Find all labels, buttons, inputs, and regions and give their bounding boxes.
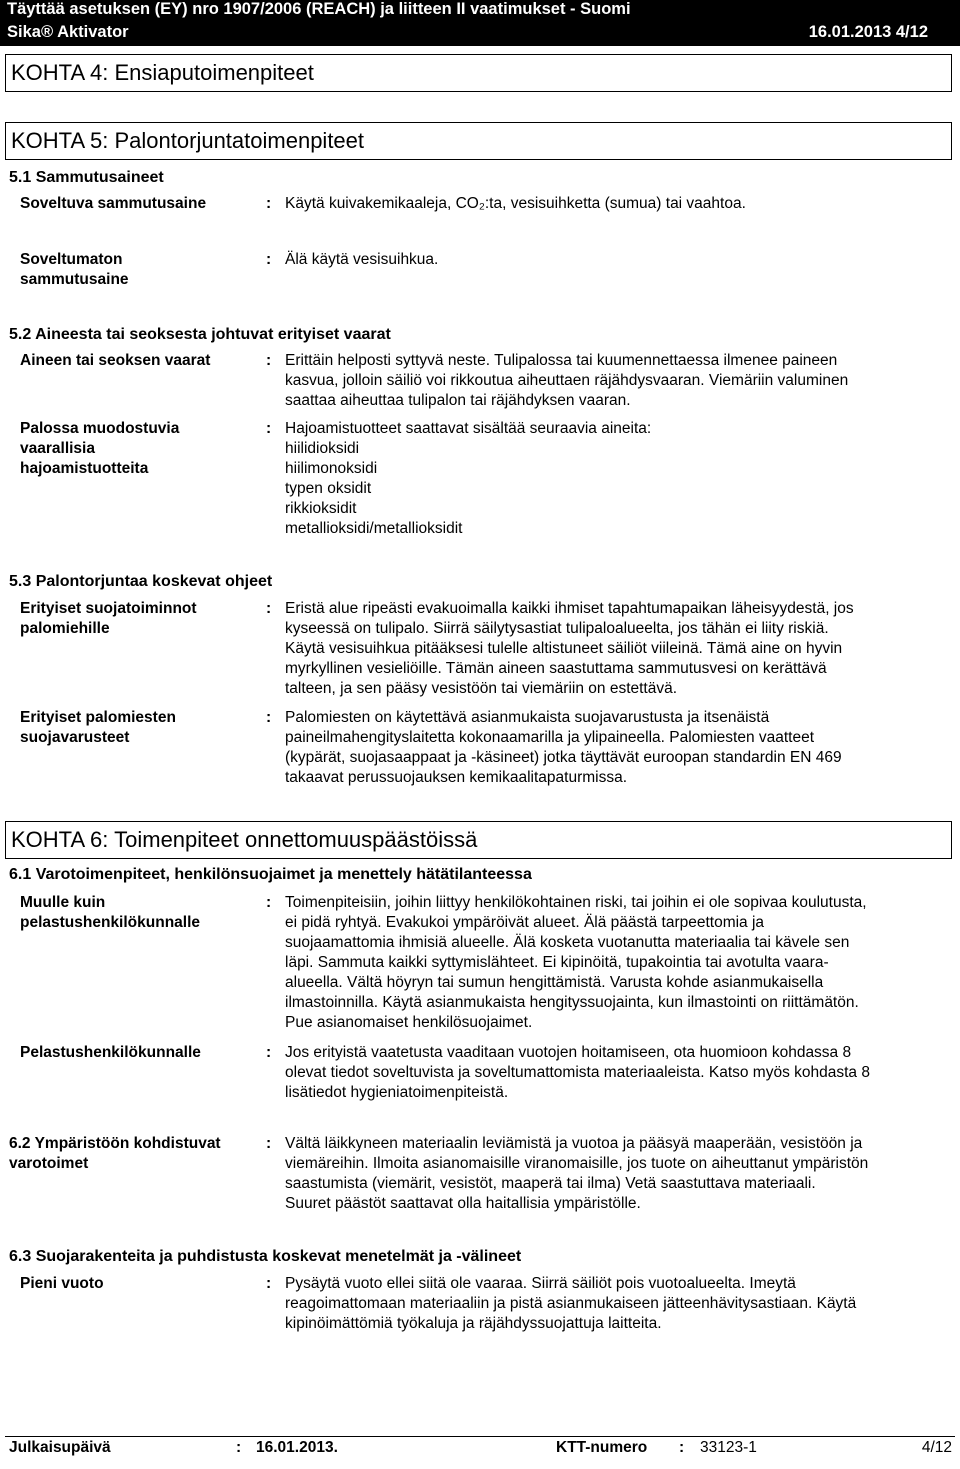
- hazards-label: Aineen tai seoksen vaarat: [20, 352, 211, 369]
- unsuitable-media-label: Soveltumaton sammutusaine: [20, 251, 129, 288]
- colon: :: [679, 1439, 685, 1456]
- colon: :: [266, 894, 272, 911]
- suitable-media-value: Käytä kuivakemikaaleja, CO₂:ta, vesisuihketta (sumua) tai vaahtoa.: [285, 195, 746, 212]
- colon: :: [266, 352, 272, 369]
- date-page: 16.01.2013 4/12: [808, 23, 928, 41]
- regulation-title: Täyttää asetuksen (EY) nro 1907/2006 (REACH) ja liitteen II vaatimukset - Suomi: [7, 0, 631, 18]
- subsection-5-3-title: 5.3 Palontorjuntaa koskevat ohjeet: [9, 573, 273, 590]
- environmental-precautions-value: Vältä läikkyneen materiaalin leviämistä ja vuotoa ja pääsyä maaperään, vesistöön ja viemäreihin. Ilmoita asianomaisille viranomaisille, jos tuote on aiheuttanut ympäristön saastumista (viemärit, vesistöt, maaperä tai ilma) Vetä saastuttava materiaali. Suuret päästöt saattavat olla haitallisia ympäristölle.: [285, 1135, 869, 1212]
- emergency-responders-label: Pelastushenkilökunnalle: [20, 1044, 201, 1061]
- emergency-responders-value: Jos erityistä vaatetusta vaaditaan vuotojen hoitamiseen, ota huomioon kohdassa 8 olevat tiedot soveltuvista ja soveltumattomista materiaaleista. Katso myös kohdasta 8 lisätiedot hygieniatoimenpiteistä.: [285, 1044, 870, 1101]
- page-number: 4/12: [921, 1439, 952, 1456]
- colon: :: [266, 195, 272, 212]
- subsection-6-1-title: 6.1 Varotoimenpiteet, henkilönsuojaimet ja menettely hätätilanteessa: [9, 866, 532, 883]
- special-actions-value: Eristä alue ripeästi evakuoimalla kaikki ihmiset tapahtumapaikan läheisyydestä, jos kyseessä on tulipalo. Siirrä säilytysastiat tulipaloalueelta, jos tähän ei liity riskiä. Käytä vesisuihkua pitääksesi tulelle altistuneet säiliöt viileinä. Tämä aine on hyvin myrkyllinen vesieliöille. Tämän aineen saastuttama sammutusvesi on kerättävä talteen, ja sen pääsy vesistöön tai viemäriin on estettävä.: [285, 600, 854, 697]
- unsuitable-media-value: Älä käytä vesisuihkua.: [285, 251, 439, 268]
- colon: :: [266, 420, 272, 437]
- subsection-5-2-title: 5.2 Aineesta tai seoksesta johtuvat erityiset vaarat: [9, 326, 391, 343]
- document-footer: [5, 1436, 955, 1463]
- product-name: Sika® Aktivator: [7, 23, 129, 41]
- colon: :: [266, 1135, 272, 1152]
- colon: :: [266, 1275, 272, 1292]
- non-emergency-label: Muulle kuin pelastushenkilökunnalle: [20, 894, 201, 931]
- combustion-products-label: Palossa muodostuvia vaarallisia hajoamistuotteita: [20, 420, 180, 477]
- ktt-number-value: 33123-1: [700, 1439, 757, 1456]
- colon: :: [266, 1044, 272, 1061]
- non-emergency-value: Toimenpiteisiin, joihin liittyy henkilökohtainen riski, tai joihin ei ole sopivaa koulutusta, ei pidä ryhtyä. Evakukoi ympäröivät alueet. Älä päästä tarpeettomia ja suojaamattomia ihmisiä alueelle. Älä kosketa vuotanutta materiaalia tai kävele sen läpi. Sammuta kaikki syttymislähteet. Ei kipinöitä, tupakointia tai avotulta vaara- alueella. Vältä höyryn tai sumun hengittämistä. Varusta kohde asianmukaisella ilmastoinnilla. Käytä asianmukaista hengityssuojainta, kun ilmastointi on riittämätön. Pue asianomaiset henkilösuojaimet.: [285, 894, 867, 1031]
- small-spill-label: Pieni vuoto: [20, 1275, 104, 1292]
- small-spill-value: Pysäytä vuoto ellei siitä ole vaaraa. Siirrä säiliöt pois vuotoalueelta. Imeytä reagoimattomaan materiaaliin ja pistä asianmukaiseen jätteenhävitysastiaan. Käytä kipinöimättömiä työkaluja ja räjähdyssuojattuja laitteita.: [285, 1275, 857, 1332]
- suitable-media-label: Soveltuva sammutusaine: [20, 195, 207, 212]
- section-6-title: KOHTA 6: Toimenpiteet onnettomuuspäästöissä: [5, 821, 952, 859]
- colon: :: [266, 709, 272, 726]
- colon: :: [236, 1439, 242, 1456]
- environmental-precautions-label: 6.2 Ympäristöön kohdistuvat varotoimet: [9, 1135, 221, 1172]
- hazards-value: Erittäin helposti syttyvä neste. Tulipalossa tai kuumennettaessa ilmenee paineen kasvua, jolloin säiliö voi rikkoutua aiheuttaen räjähdysvaaran. Viemäriin valuminen saattaa aiheuttaa tulipalon tai räjähdyksen vaaran.: [285, 352, 849, 409]
- subsection-5-1-title: 5.1 Sammutusaineet: [9, 169, 164, 186]
- issue-date-label: Julkaisupäivä: [9, 1439, 111, 1456]
- combustion-products-value: Hajoamistuotteet saattavat sisältää seuraavia aineita: hiilidioksidi hiilimonoksidi typen oksidit rikkioksidit metallioksidi/metallioksidit: [285, 420, 652, 537]
- section-4-title: KOHTA 4: Ensiaputoimenpiteet: [5, 54, 952, 92]
- section-5-title: KOHTA 5: Palontorjuntatoimenpiteet: [5, 122, 952, 160]
- issue-date-value: 16.01.2013.: [256, 1439, 338, 1456]
- subsection-6-3-title: 6.3 Suojarakenteita ja puhdistusta koskevat menetelmät ja -välineet: [9, 1248, 522, 1265]
- ktt-number-label: KTT-numero: [556, 1439, 648, 1456]
- colon: :: [266, 600, 272, 617]
- protective-equipment-label: Erityiset palomiesten suojavarusteet: [20, 709, 176, 746]
- special-actions-label: Erityiset suojatoiminnot palomiehille: [20, 600, 197, 637]
- protective-equipment-value: Palomiesten on käytettävä asianmukaista suojavarustusta ja itsenäistä paineilmahengityslaitetta kokonaamarilla ja ylipaineella. Palomiesten vaatteet (kypärät, suojasaappaat ja -käsineet) jotka täyttävät euroopan standardin EN 469 takaavat perussuojauksen kemikaalitapaturmissa.: [285, 709, 842, 786]
- colon: :: [266, 251, 272, 268]
- document-header: [0, 0, 960, 46]
